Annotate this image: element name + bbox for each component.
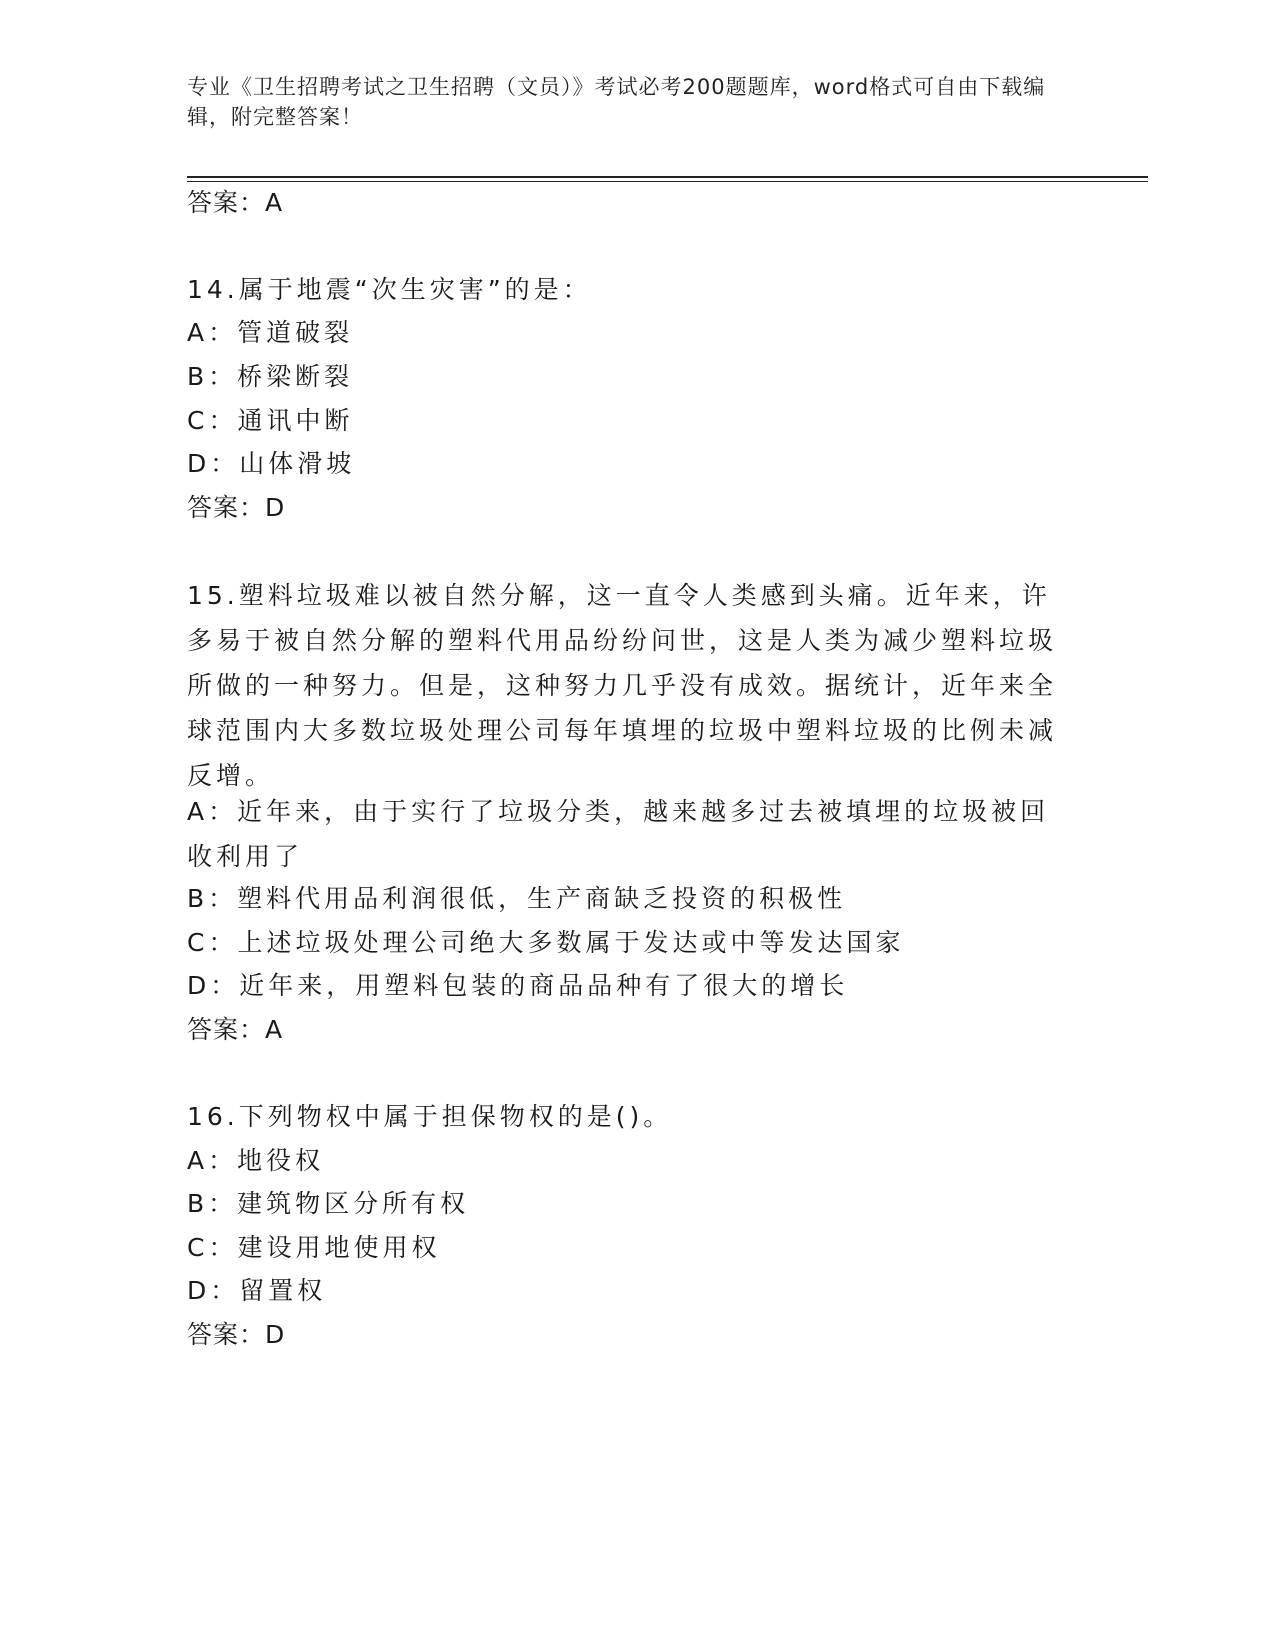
q14-option-d: D：山体滑坡 — [187, 449, 356, 478]
question-16: 16.下列物权中属于担保物权的是()。 — [187, 1102, 673, 1131]
page-header: 专业《卫生招聘考试之卫生招聘（文员）》考试必考200题题库，word格式可自由下载编辑，附完整答案！ — [187, 75, 1046, 129]
q15-option-c: C：上述垃圾处理公司绝大多数属于发达或中等发达国家 — [187, 928, 905, 957]
q14-option-c: C：通讯中断 — [187, 406, 354, 435]
q15-option-d: D：近年来，用塑料包装的商品品种有了很大的增长 — [187, 971, 849, 1000]
question-14: 14.属于地震“次生灾害”的是： — [187, 275, 592, 304]
q15-option-b: B：塑料代用品利润很低，生产商缺乏投资的积极性 — [187, 884, 847, 913]
q15-option-a: A：近年来，由于实行了垃圾分类，越来越多过去被填埋的垃圾被回收利用了 — [187, 797, 1050, 871]
q14-option-b: B：桥梁断裂 — [187, 362, 354, 391]
question-15: 15.塑料垃圾难以被自然分解，这一直令人类感到头痛。近年来，许多易于被自然分解的塑料代用品纷纷问世，这是人类为减少塑料垃圾所做的一种努力。但是，这种努力几乎没有成效。据统计，近年来全球范围内大多数垃圾处理公司每年填埋的垃圾中塑料垃圾的比例未减反增。 — [187, 581, 1058, 790]
q14-option-a: A：管道破裂 — [187, 318, 354, 347]
q16-option-d: D：留置权 — [187, 1276, 327, 1305]
q14-answer: 答案：D — [187, 493, 286, 522]
q16-option-b: B：建筑物区分所有权 — [187, 1189, 470, 1218]
q15-answer: 答案：A — [187, 1015, 284, 1044]
answer-line: 答案：A — [187, 188, 284, 217]
q16-answer: 答案：D — [187, 1320, 286, 1349]
header-divider-thin — [187, 181, 1148, 182]
header-divider-thick — [187, 176, 1148, 178]
q16-option-c: C：建设用地使用权 — [187, 1233, 441, 1262]
q16-option-a: A：地役权 — [187, 1146, 325, 1175]
